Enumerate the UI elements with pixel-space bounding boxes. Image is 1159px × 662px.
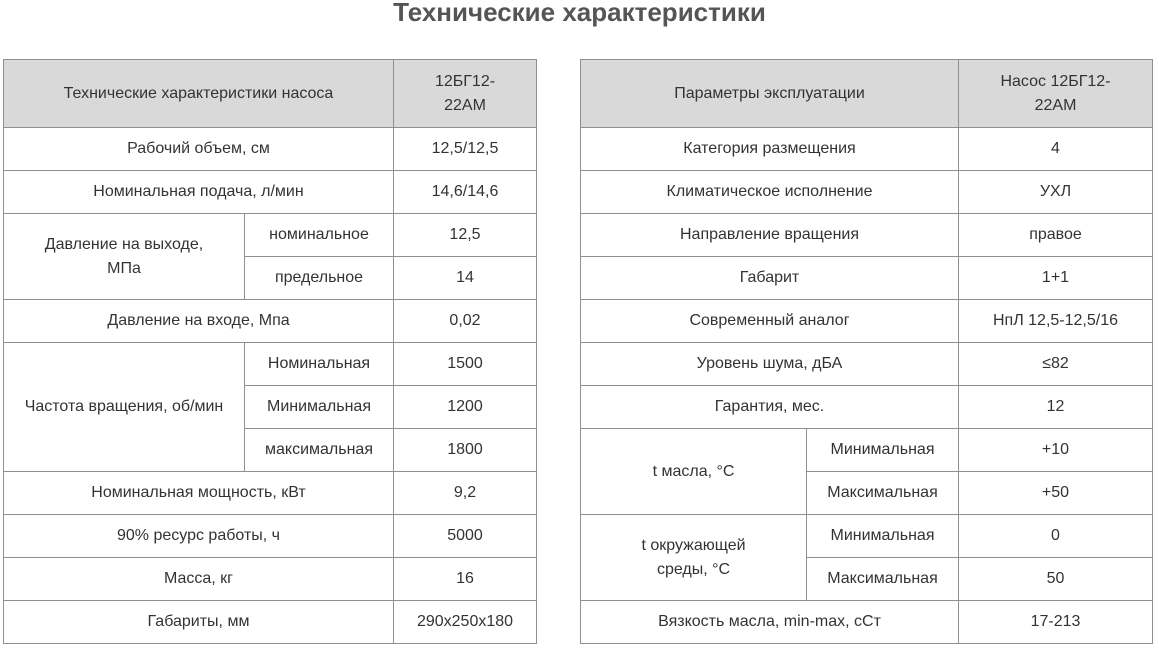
row-label: Гарантия, мес.: [581, 386, 959, 429]
table-row: [581, 386, 1153, 429]
row-sublabel: максимальная: [245, 429, 394, 472]
table-row: [581, 128, 1153, 171]
row-label: Номинальная мощность, кВт: [4, 472, 394, 515]
row-group-label: Частота вращения, об/мин: [4, 343, 245, 472]
row-sublabel: Минимальная: [807, 515, 959, 558]
row-label: Современный аналог: [581, 300, 959, 343]
row-value: 1200: [394, 386, 537, 429]
row-value: 1500: [394, 343, 537, 386]
row-value: УХЛ: [959, 171, 1153, 214]
row-label: Рабочий объем, см: [4, 128, 394, 171]
row-value: 12,5: [394, 214, 537, 257]
row-label: 90% ресурс работы, ч: [4, 515, 394, 558]
table-row: [581, 171, 1153, 214]
table-row: [4, 214, 537, 257]
row-value: +10: [959, 429, 1153, 472]
header-parameters: Параметры эксплуатации: [581, 60, 959, 128]
row-label: Направление вращения: [581, 214, 959, 257]
row-value: 1800: [394, 429, 537, 472]
row-label: Уровень шума, дБА: [581, 343, 959, 386]
table-row: [4, 300, 537, 343]
row-group-label: t окружающей среды, °С: [581, 515, 807, 601]
row-value: 0,02: [394, 300, 537, 343]
row-sublabel: Минимальная: [807, 429, 959, 472]
row-label: Климатическое исполнение: [581, 171, 959, 214]
table-row: [4, 171, 537, 214]
page-title: Технические характеристики: [393, 0, 766, 27]
table-row: [581, 257, 1153, 300]
row-sublabel: Номинальная: [245, 343, 394, 386]
row-value: 12: [959, 386, 1153, 429]
row-label: Габариты, мм: [4, 601, 394, 644]
row-label: Давление на входе, Мпа: [4, 300, 394, 343]
table-row: [4, 472, 537, 515]
row-value: 290x250x180: [394, 601, 537, 644]
row-group-label: t масла, °С: [581, 429, 807, 515]
row-value: 17-213: [959, 601, 1153, 644]
table-row: [4, 515, 537, 558]
table-row: [581, 300, 1153, 343]
row-value: 14,6/14,6: [394, 171, 537, 214]
pump-specs-table: [3, 59, 537, 644]
row-value: 5000: [394, 515, 537, 558]
header-characteristics: Технические характеристики насоса: [4, 60, 394, 128]
table-row: [4, 343, 537, 386]
operation-params-table: [580, 59, 1153, 644]
table-row: [4, 558, 537, 601]
table-row: [581, 343, 1153, 386]
row-label: Категория размещения: [581, 128, 959, 171]
table-header-row: [4, 60, 537, 128]
row-sublabel: предельное: [245, 257, 394, 300]
row-value: ≤82: [959, 343, 1153, 386]
row-sublabel: номинальное: [245, 214, 394, 257]
row-value: правое: [959, 214, 1153, 257]
row-value: 12,5/12,5: [394, 128, 537, 171]
header-model: 12БГ12-22АМ: [394, 60, 537, 128]
row-value: +50: [959, 472, 1153, 515]
row-label: Вязкость масла, min-max, сСт: [581, 601, 959, 644]
row-sublabel: Минимальная: [245, 386, 394, 429]
row-value: 14: [394, 257, 537, 300]
row-value: НпЛ 12,5-12,5/16: [959, 300, 1153, 343]
row-label: Масса, кг: [4, 558, 394, 601]
row-label: Габарит: [581, 257, 959, 300]
table-row: [581, 214, 1153, 257]
table-row: [581, 515, 1153, 558]
row-value: 4: [959, 128, 1153, 171]
row-value: 0: [959, 515, 1153, 558]
row-value: 16: [394, 558, 537, 601]
table-row: [581, 429, 1153, 472]
table-row: [4, 601, 537, 644]
header-pump: Насос 12БГ12-22АМ: [959, 60, 1153, 128]
row-value: 1+1: [959, 257, 1153, 300]
table-row: [4, 128, 537, 171]
table-header-row: [581, 60, 1153, 128]
row-sublabel: Максимальная: [807, 472, 959, 515]
table-row: [581, 601, 1153, 644]
row-value: 50: [959, 558, 1153, 601]
row-sublabel: Максимальная: [807, 558, 959, 601]
row-label: Номинальная подача, л/мин: [4, 171, 394, 214]
row-group-label: Давление на выходе, МПа: [4, 214, 245, 300]
row-value: 9,2: [394, 472, 537, 515]
